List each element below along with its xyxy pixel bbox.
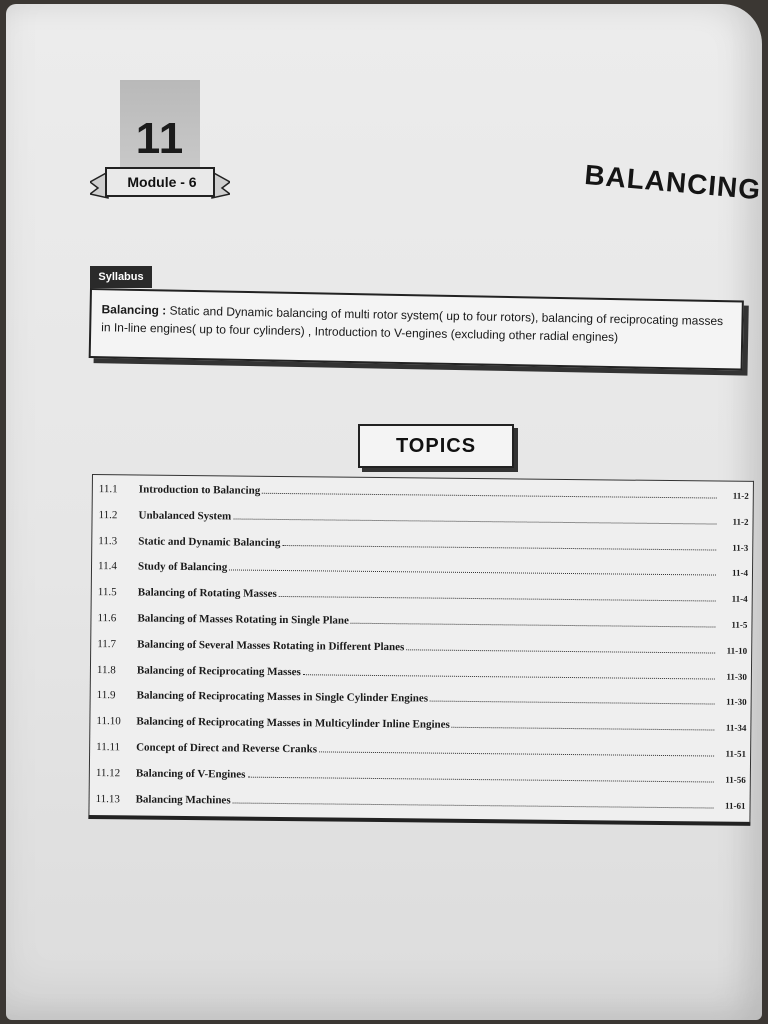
toc-title-wrap — [137, 664, 717, 682]
toc-title-wrap — [136, 767, 716, 785]
toc-number: 11.10 — [96, 715, 121, 728]
toc-number: 11.3 — [98, 534, 118, 547]
toc-page: 11-3 — [732, 542, 749, 553]
toc-leader-dots — [233, 518, 716, 524]
toc-number: 11.6 — [97, 612, 117, 625]
toc-title-wrap — [137, 690, 717, 708]
toc-title-wrap — [138, 587, 718, 605]
toc-title-wrap — [136, 741, 716, 759]
toc-number: 11.7 — [97, 637, 117, 651]
toc-number: 11.2 — [98, 508, 118, 522]
toc-page: 11-4 — [731, 593, 748, 605]
chapter-number-box — [120, 80, 200, 172]
toc-number: 11.8 — [96, 663, 116, 676]
toc-title: Balancing of Several Masses Rotating in Different Planes — [137, 638, 405, 654]
toc-title-wrap — [139, 509, 719, 527]
toc-leader-dots — [262, 493, 717, 499]
toc-title: Balancing of Rotating Masses — [137, 586, 277, 601]
toc-number: 11.4 — [97, 560, 117, 573]
chapter-number: 11 — [135, 114, 185, 163]
toc-number: 11.9 — [96, 689, 116, 702]
syllabus-text — [101, 300, 734, 348]
toc-leader-dots — [351, 623, 716, 628]
toc-leader-dots — [452, 727, 715, 731]
syllabus-body: Static and Dynamic balancing of multi rotor system( up to four rotors), balancing of reciprocating masses in In-line engines( up to four cylinders) , Introduction to V-engines (excluding other radial engines) — [101, 303, 724, 345]
syllabus-tag: Syllabus — [90, 266, 152, 288]
toc-row — [89, 785, 749, 818]
toc-page: 11-51 — [725, 748, 747, 759]
toc-page: 11-30 — [726, 671, 747, 682]
syllabus-lead: Balancing : — [101, 302, 167, 318]
toc-number: 11.5 — [97, 586, 117, 599]
toc-title: Balancing of Masses Rotating in Single Plane — [137, 612, 350, 627]
toc-leader-dots — [303, 674, 715, 679]
toc-page: 11-34 — [725, 722, 747, 734]
toc-page: 11-61 — [724, 800, 746, 811]
module-ribbon — [90, 164, 230, 204]
toc-leader-dots — [430, 701, 715, 705]
toc-page: 11-10 — [726, 645, 748, 656]
syllabus-box — [89, 288, 744, 371]
toc-number: 11.13 — [95, 792, 121, 805]
toc-page: 11-30 — [726, 697, 747, 708]
toc-title: Unbalanced System — [138, 509, 232, 523]
toc-page: 11-56 — [725, 774, 746, 785]
toc-page: 11-4 — [731, 568, 749, 579]
toc-title: Static and Dynamic Balancing — [138, 535, 281, 549]
toc-title: Balancing Machines — [135, 793, 231, 807]
toc-title-wrap — [139, 483, 719, 501]
toc-title: Balancing of Reciprocating Masses in Single Cylinder Engines — [136, 689, 429, 705]
toc-page: 11-2 — [732, 516, 749, 527]
toc-leader-dots — [229, 570, 716, 576]
toc-leader-dots — [279, 596, 716, 602]
topics-heading: TOPICS — [358, 424, 514, 468]
toc-title-wrap — [137, 612, 717, 630]
toc-number: 11.1 — [98, 483, 118, 496]
toc-leader-dots — [233, 802, 714, 808]
chapter-title: BALANCING — [583, 159, 763, 206]
toc-title: Balancing of V-Engines — [135, 767, 246, 781]
toc-title-wrap — [136, 716, 716, 734]
toc-title-wrap — [138, 561, 718, 579]
toc-title: Balancing of Reciprocating Masses — [136, 664, 301, 678]
toc-number: 11.12 — [95, 766, 121, 780]
toc-number: 11.11 — [96, 741, 121, 754]
toc-leader-dots — [319, 751, 714, 756]
topics-table — [88, 474, 754, 826]
toc-leader-dots — [282, 545, 716, 551]
book-page — [6, 4, 762, 1020]
toc-title: Concept of Direct and Reverse Cranks — [136, 741, 318, 756]
toc-leader-dots — [406, 649, 715, 653]
module-label: Module - 6 — [127, 174, 197, 190]
toc-title: Balancing of Reciprocating Masses in Multicylinder Inline Engines — [136, 715, 450, 731]
toc-title-wrap — [136, 793, 716, 811]
toc-title: Study of Balancing — [137, 560, 228, 574]
toc-page: 11-5 — [731, 619, 748, 630]
toc-leader-dots — [247, 776, 713, 782]
toc-page: 11-2 — [732, 490, 749, 501]
toc-title-wrap — [138, 535, 718, 553]
toc-title-wrap — [137, 638, 717, 656]
toc-title: Introduction to Balancing — [138, 483, 261, 497]
